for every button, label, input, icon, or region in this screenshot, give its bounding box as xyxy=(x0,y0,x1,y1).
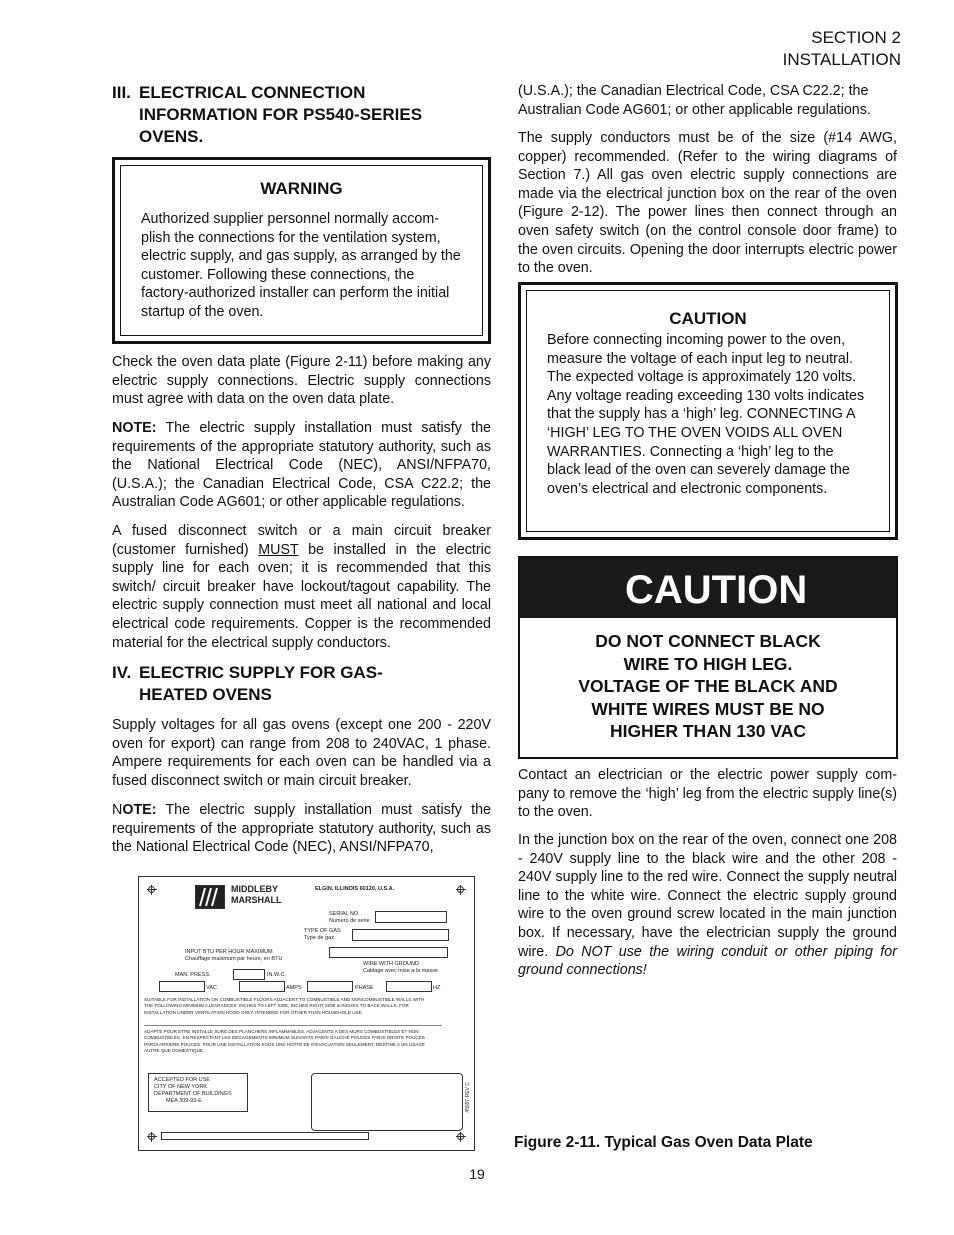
hz-label: HZ xyxy=(433,985,441,991)
vac-label: VAC xyxy=(206,985,217,991)
label: INPUT BTU PER HOUR MAXIMUM xyxy=(185,949,273,955)
text: A fused disconnect switch or a main circuit breaker (customer furnished) xyxy=(112,523,491,558)
screw-hole-icon xyxy=(456,885,466,895)
paragraph-disconnect-switch xyxy=(112,522,491,652)
inwc-label: IN.W.C. xyxy=(267,972,286,978)
label: TYPE OF GAS xyxy=(304,928,341,934)
middleby-logo-icon xyxy=(195,885,225,909)
paragraph-supply-voltages: Supply voltages for all gas ovens (except one 200 - 220V oven for export) can range from 208 to 240VAC, 1 phase. Ampere requirements for each oven can be handled via a fused disconnect switch or main circuit breaker. xyxy=(112,717,491,789)
label: SERIAL NO. xyxy=(329,911,360,917)
note-statutory-2 xyxy=(112,801,491,857)
section-number: SECTION 2 xyxy=(811,28,901,47)
caution-line: WHITE WIRES MUST BE NO xyxy=(591,698,825,719)
caution-box xyxy=(518,282,898,540)
label-fr: Type de gaz xyxy=(304,935,334,941)
nyc-line: ACCEPTED FOR USE xyxy=(154,1077,210,1083)
section-header xyxy=(783,27,901,71)
caution-line: DO NOT CONNECT BLACK xyxy=(595,631,821,651)
label: WIRE WITH GROUND xyxy=(363,961,419,967)
btu-label xyxy=(185,949,282,963)
note-text: The electric supply installation must satisfy the requirements of the appropriate statutory authority, such as the National Electrical Code (NEC), ANSI/NFPA70, (U.S.A.); the Canadian Electrical Code, CSA C22.2; the Australian Code AG601; or other applicable regulations. xyxy=(112,420,491,511)
heading-line: INFORMATION FOR PS540-SERIES xyxy=(139,105,423,124)
warning-body: Authorized supplier personnel normally accom-plish the connections for the ventilation system, electric supply, and gas supply, as arranged by the customer. Following these connections, the factory-authorized installer can perform the initial startup of the oven. xyxy=(141,211,461,320)
must-emphasis: MUST xyxy=(258,541,299,558)
brand-line: MARSHALL xyxy=(231,895,282,905)
label-fr: Cablage avec mise a la masse xyxy=(363,968,438,974)
high-leg-caution-panel xyxy=(518,556,898,759)
section-title: INSTALLATION xyxy=(782,50,901,69)
text: In the junction box on the rear of the oven, connect one 208 - 240V supply line to the black wire and the other 208 - 240V supply line to the red wire. Connect the supply neutral line to the white wire. Connect the electric supply ground wire to the oven ground screw located in the main junction box. If necessary, have the electrician supply the ground wire. xyxy=(518,832,897,960)
label-fr: Numero de serie xyxy=(329,918,370,924)
heading-electrical-connection xyxy=(112,82,492,148)
ground-warning: Do NOT use the wiring conduit or other piping for ground connections! xyxy=(518,943,897,979)
figure-caption: Figure 2-11. Typical Gas Oven Data Plate xyxy=(514,1134,813,1151)
warning-box xyxy=(112,157,491,344)
paragraph-contact-electrician: Contact an electrician or the electric power supply com-pany to remove the ‘high’ leg from the electric supply line(s) to the oven. xyxy=(518,767,897,821)
screw-hole-icon xyxy=(456,1132,466,1142)
nyc-line: DEPARTMENT OF BUILDINGS xyxy=(154,1091,232,1097)
brand-line: MIDDLEBY xyxy=(231,884,278,894)
paragraph-conductors: The supply conductors must be of the size (#14 AWG, copper) recommended. (Refer to the wiring diagrams of Section 7.) All gas oven electric supply connections are made via the electrical junction box on the rear of the oven (Figure 2-12). The power lines then connect through an oven safety switch (on the control console door frame) to the oven circuits. Opening the door interrupts electric power to the oven. xyxy=(518,130,897,277)
caution-line: HIGHER THAN 130 VAC xyxy=(609,721,807,741)
install-clearances-fr: ADAPTE POUR ETRE INSTALLE SURE DES PLANCHERS INFLAMMABLES, ADJACENTS A DES MURS COMBUSTIBLES ET NON COMBUSTIBLES, EN RESPECTANT LES DEGAGEMENTS MINIMUM SUIVANTS PAROI GAUCHE POUCES PAROI DROITE POUCES PAROI ARRIERE POUCES. POUR UNE INSTALLATION SOUS UNE HOTTE DE D'EVACUATION SEULEMENT, DESTINE A UN USAGE AUTRE QUE DOMESTIQUE. xyxy=(144,1029,425,1053)
amps-label: AMPS xyxy=(286,985,302,991)
man-press-label: MAN. PRESS. xyxy=(175,972,211,978)
heading-electric-supply xyxy=(112,662,492,706)
caution-line: VOLTAGE OF THE BLACK AND xyxy=(578,676,838,696)
phase-label: PHASE xyxy=(355,985,374,991)
bottom-field xyxy=(161,1132,369,1140)
note-statutory-1 xyxy=(112,419,491,512)
note-n: N xyxy=(112,802,123,818)
install-clearances-en: SUITABLE FOR INSTALLATION ON COMBUSTIBLE FLOORS ADJACENT TO COMBUSTIBLE AND NONCOMBUSTIBLE WALLS WITH THE FOLLOWING MINIMUM CLEARANCES: INCHES TO LEFT SIDE, INCHES RIGHT SIDE & INCHES TO BACK WALLS. FOR INSTALLATION UNDER VENTILATION HOOD ONLY, INTENDED FOR OTHER THAN HOUSEHOLD USE. xyxy=(144,997,425,1015)
screw-hole-icon xyxy=(147,1132,157,1142)
hz-field xyxy=(386,981,432,992)
plate-revision: 45997 REV C xyxy=(465,1082,471,1113)
high-leg-caution-message xyxy=(520,618,896,743)
paragraph-continued: (U.S.A.); the Canadian Electrical Code, CSA C22.2; the Australian Code AG601; or other applicable regulations. xyxy=(518,83,871,118)
amps-field xyxy=(239,981,285,992)
note-label: NOTE: xyxy=(112,420,157,436)
plate-brand xyxy=(231,884,282,906)
serial-field xyxy=(375,911,447,923)
heading-line: OVENS. xyxy=(139,127,204,146)
warning-title: WARNING xyxy=(260,179,343,198)
high-leg-caution-title: CAUTION xyxy=(520,558,896,618)
heading-line: ELECTRICAL CONNECTION xyxy=(139,83,366,102)
heading-line: ELECTRIC SUPPLY FOR GAS- xyxy=(139,663,383,682)
label-fr: Chauffage maximum par heure, en BTU xyxy=(185,956,283,962)
paragraph-junction-box xyxy=(518,831,897,980)
plate-divider xyxy=(144,1025,442,1026)
caution-body: Before connecting incoming power to the oven, measure the voltage of each input leg to neutral. The expected voltage is approximately 120 volts. Any voltage reading exceeding 130 volts indicates that the supply has a ‘high’ leg. CONNECTING A ‘HIGH’ LEG TO THE OVEN VOIDS ALL OVEN WARRANTIES. Connecting a ‘high’ leg to the black lead of the oven can severely damage the oven’s electrical and electronic components. xyxy=(547,332,865,497)
note-text: The electric supply installation must satisfy the requirements of the appropriate statutory authority, such as the National Electrical Code (NEC), ANSI/NFPA70, xyxy=(112,802,491,856)
text: be installed in the electric supply line for each oven; it is recommended that this switch/ circuit breaker have lockout/tagout capability. The electric supply connection must meet all national and local electrical code requirements. Copper is the recommended material for the electrical supply conductors. xyxy=(112,541,491,651)
gas-type-field xyxy=(352,929,449,941)
phase-field xyxy=(307,981,353,992)
vac-field xyxy=(159,981,205,992)
screw-hole-icon xyxy=(147,885,157,895)
paragraph-data-plate: Check the oven data plate (Figure 2-11) before making any electric supply connections. Electric supply connections must agree with data on the oven data plate. xyxy=(112,354,491,408)
nyc-line: MEA 309-93-E xyxy=(166,1098,202,1104)
oven-data-plate xyxy=(138,876,475,1151)
caution-line: WIRE TO HIGH LEG. xyxy=(623,653,793,674)
serial-label xyxy=(329,911,370,925)
nyc-line: CITY OF NEW YORK xyxy=(154,1084,207,1090)
gas-type-label xyxy=(304,928,341,942)
nyc-acceptance-box xyxy=(148,1073,248,1112)
wire-label xyxy=(363,961,438,975)
caution-title: CAUTION xyxy=(669,309,747,328)
btu-field xyxy=(329,947,448,958)
page-number: 19 xyxy=(469,1166,485,1182)
note-label: OTE: xyxy=(122,802,157,818)
man-press-field xyxy=(233,969,265,980)
heading-number: III. xyxy=(112,83,131,102)
heading-number: IV. xyxy=(112,663,132,682)
plate-address: ELGIN, ILLINOIS 60120, U.S.A. xyxy=(315,886,395,892)
heading-line: HEATED OVENS xyxy=(139,685,272,704)
label-area xyxy=(311,1073,463,1131)
